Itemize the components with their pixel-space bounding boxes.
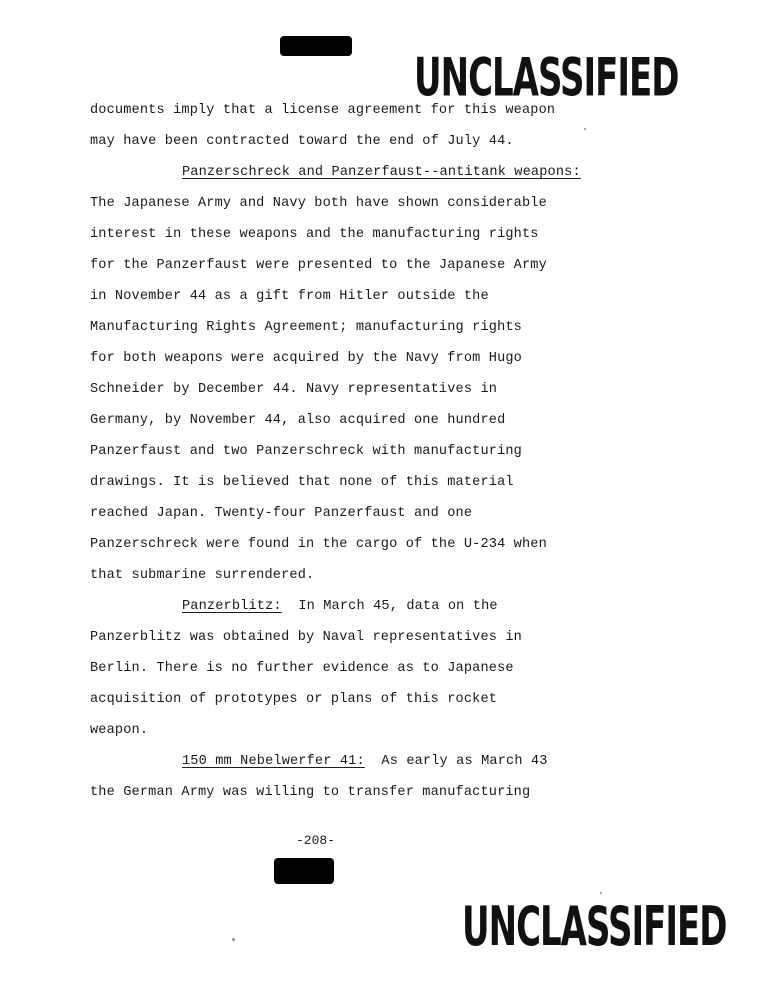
text-line: interest in these weapons and the manufacturing rights [90,227,539,242]
section-heading-panzerschreck [90,157,630,188]
section-heading-nebelwerfer [90,746,630,777]
text-line: for the Panzerfaust were presented to the Japanese Army [90,258,547,273]
page-number: -208- [296,833,336,848]
text-line: Panzerblitz was obtained by Naval representatives in [90,630,522,645]
scan-speck [584,128,586,130]
text-fragment: As early as March 43 [364,754,548,769]
text-line: acquisition of prototypes or plans of this rocket [90,692,498,707]
text-line: Schneider by December 44. Navy representatives in [90,382,498,397]
text-line: weapon. [90,723,149,738]
text-line: Manufacturing Rights Agreement; manufacturing rights [90,320,522,335]
text-line: The Japanese Army and Navy both have shown considerable [90,196,547,211]
text-line: reached Japan. Twenty-four Panzerfaust and one [90,506,473,521]
text-line: that submarine surrendered. [90,568,315,583]
redaction-bar-top [280,36,352,56]
text-line: for both weapons were acquired by the Navy from Hugo [90,351,522,366]
text-line: Panzerschreck were found in the cargo of the U-234 when [90,537,547,552]
heading-text: Panzerschreck and Panzerfaust--antitank weapons: [182,165,581,180]
text-line: documents imply that a license agreement for this weapon [90,103,556,118]
scan-speck [600,892,602,894]
unclassified-stamp-bottom: UNCLASSIFIED [462,895,727,960]
redaction-bar-bottom [274,858,334,884]
text-line: may have been contracted toward the end of July 44. [90,134,514,149]
heading-text: 150 mm Nebelwerfer 41: [182,754,365,769]
body-text [90,95,630,808]
section-heading-panzerblitz [90,591,630,622]
text-line: drawings. It is believed that none of this material [90,475,514,490]
text-line: Germany, by November 44, also acquired one hundred [90,413,506,428]
scan-speck [232,938,235,941]
unclassified-stamp-top: UNCLASSIFIED [414,47,679,110]
heading-text: Panzerblitz: [182,599,282,614]
text-fragment: In March 45, data on the [281,599,498,614]
text-line: Berlin. There is no further evidence as to Japanese [90,661,514,676]
text-line: in November 44 as a gift from Hitler outside the [90,289,489,304]
text-line: the German Army was willing to transfer manufacturing [90,785,531,800]
text-line: Panzerfaust and two Panzerschreck with manufacturing [90,444,522,459]
